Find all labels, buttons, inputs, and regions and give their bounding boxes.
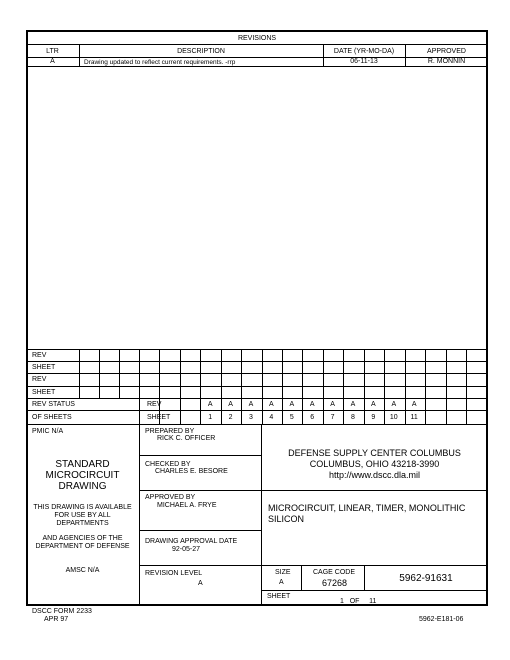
rev-row-label: REV [32,352,47,359]
drawing-title-line: MICROCIRCUIT, LINEAR, TIMER, MONOLITHIC [268,503,466,513]
sheet-value: 11 [410,414,418,421]
divider [139,530,261,531]
grid-line [241,349,242,424]
grid-line [139,349,140,424]
revision-ltr: A [50,58,55,65]
rev-value: A [269,401,274,408]
agencies-line: DEPARTMENT OF DEFENSE [35,543,130,550]
sheet-value: 8 [351,414,355,421]
revision-level-label: REVISION LEVEL [145,570,203,577]
of-sheets-label: OF SHEETS [32,414,72,421]
checked-name: CHARLES E. BESORE [155,468,228,475]
divider [26,44,488,45]
grid-line [79,349,80,398]
std-title-line: STANDARD [55,459,110,470]
prepared-label: PREPARED BY [145,428,195,435]
divider [139,424,140,606]
divider [26,386,488,387]
approval-date-label: DRAWING APPROVAL DATE [145,538,238,545]
pmic: PMIC N/A [32,428,64,435]
divider [26,373,488,374]
grid-line [364,349,365,424]
document-code: 5962-E181-06 [419,616,464,623]
grid-line [221,349,222,424]
sheet-value: 10 [389,414,398,421]
grid-line [405,349,406,424]
approved-header: APPROVED [427,48,466,55]
grid-line [466,349,467,424]
grid-line [343,349,344,424]
availability-line: THIS DRAWING IS AVAILABLE [33,504,132,511]
prepared-name: RICK C. OFFICER [157,435,216,442]
revision-level: A [198,580,203,587]
rev-value: A [411,401,417,408]
rev-value: A [371,401,376,408]
revision-date: 06-11-13 [350,58,378,65]
sheet-value: 2 [228,414,233,421]
sheet-value: 3 [249,414,253,421]
agency-line: DEFENSE SUPPLY CENTER COLUMBUS [288,448,461,458]
approved-name: MICHAEL A. FRYE [157,502,217,509]
availability-line: FOR USE BY ALL [54,512,111,519]
divider [139,565,488,566]
revisions-title: REVISIONS [237,35,277,42]
rev-status-label: REV STATUS [32,401,75,408]
rev-value: A [391,401,397,408]
agencies-line: AND AGENCIES OF THE [42,535,123,542]
approval-date: 92-05-27 [172,546,201,553]
revision-approver: R. MONNIN [427,58,466,65]
divider [26,410,488,411]
cage-label: CAGE CODE [313,569,356,576]
grid-line [425,349,426,424]
grid-line [180,349,181,424]
form-number: DSCC FORM 2233 [32,608,92,615]
agency-line: COLUMBUS, OHIO 43218-3990 [309,459,440,469]
divider [26,349,488,350]
description-header: DESCRIPTION [177,48,225,55]
size-label: SIZE [275,569,291,576]
divider [261,590,488,591]
sheet-value: 7 [330,414,335,421]
divider [26,398,488,399]
std-title-line: MICROCIRCUIT [45,470,120,481]
sheet-of: 1 OF 11 [340,598,377,605]
divider [261,490,488,491]
grid-line [262,349,263,424]
date-header: DATE (YR-MO-DA) [333,48,395,55]
sheet-value: 5 [289,414,294,421]
std-title-line: DRAWING [58,481,107,492]
form-date: APR 97 [44,616,69,623]
divider [26,66,488,67]
availability-line: DEPARTMENTS [56,520,109,527]
rev-label: REV [147,401,162,408]
rev-row-label: REV [32,376,47,383]
size-value: A [279,579,284,586]
drawing-title-line: SILICON [268,514,305,524]
rev-value: A [228,401,233,408]
sheet-row-label: SHEET [32,389,56,396]
sheet-value: 4 [269,414,274,421]
rev-value: A [248,401,254,408]
agency-line: http://www.dscc.dla.mil [328,470,421,480]
grid-line [384,349,385,424]
drawing-number: 5962-91631 [399,573,453,584]
grid-line [282,349,283,424]
grid-line [99,349,100,398]
divider [26,424,488,425]
grid-line [323,349,324,424]
checked-label: CHECKED BY [145,461,191,468]
sheet-row-label: SHEET [32,364,56,371]
grid-line [159,349,160,424]
divider [139,490,261,491]
grid-line [302,349,303,424]
divider [301,565,302,590]
sheet-value: 9 [371,414,376,421]
ltr-header: LTR [46,48,59,55]
grid-line [200,349,201,424]
divider [26,361,488,362]
grid-line [119,349,120,398]
rev-value: A [350,401,356,408]
divider [139,455,261,456]
sheet-label: SHEET [147,414,171,421]
sheet-value: 6 [310,414,315,421]
approved-label: APPROVED BY [145,494,196,501]
rev-value: A [289,401,295,408]
sheet-label-footer: SHEET [267,593,291,600]
amsc: AMSC N/A [65,567,100,574]
rev-value: A [309,401,315,408]
grid-line [446,349,447,424]
cage-value: 67268 [322,578,348,588]
rev-value: A [207,401,213,408]
rev-value: A [330,401,335,408]
sheet-value: 1 [208,414,213,421]
revision-description: Drawing updated to reflect current requirements. -rrp [84,58,236,66]
